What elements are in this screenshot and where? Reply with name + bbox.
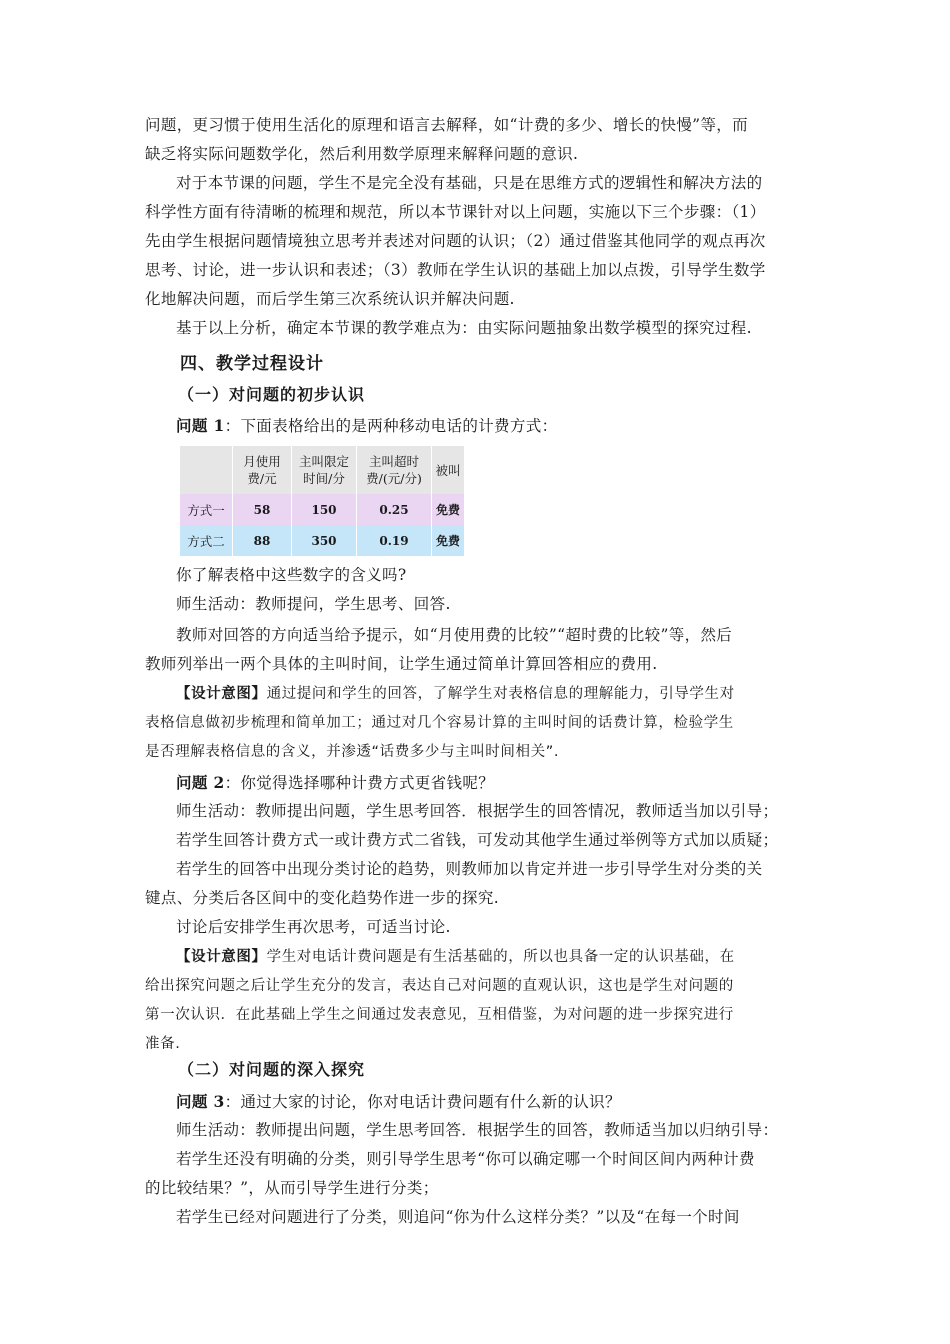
table-cell: 88 (233, 525, 292, 556)
table-cell: 0.25 (357, 494, 432, 525)
design-intent-2: 【设计意图】学生对电话计费问题是有生活基础的，所以也具备一定的认识基础，在 给出探究问题之后让学生充分的发言，表达自己对问题的直观认识，这也是学生对问题的 第一次认识．在此基础上学生之间通过发表意见，互相借鉴，为对问题的进一步探究进行 准备. (145, 949, 735, 1052)
question-1-follow: 你了解表格中这些数字的含义吗? 师生活动：教师提问，学生思考、回答. (176, 566, 451, 613)
table-cell: 0.19 (357, 525, 432, 556)
table-cell: 免费 (432, 494, 465, 525)
question-1: 问题 1：下面表格给出的是两种移动电话的计费方式： (176, 416, 558, 435)
table-header-cell (180, 446, 233, 494)
table-header-cell: 主叫限定 时间/分 (292, 446, 357, 494)
table-header-row (180, 446, 465, 494)
table-cell: 350 (292, 525, 357, 556)
design-intent-1: 【设计意图】通过提问和学生的回答，了解学生对表格信息的理解能力，引导学生对 表格信息做初步梳理和简单加工；通过对几个容易计算的主叫时间的话费计算，检验学生 是否理解表格信息的含义，并渗透“话费多少与主叫时间相关”. (145, 686, 735, 760)
paragraph-intro: 问题，更习惯于使用生活化的原理和语言去解释，如“计费的多少、增长的快慢”等，而 缺乏将实际问题数学化，然后利用数学原理来解释问题的意识. (145, 116, 749, 163)
paragraph-difficulty: 基于以上分析，确定本节课的教学难点为：由实际问题抽象出数学模型的探究过程. (176, 319, 752, 337)
subsection-heading-2: （二）对问题的深入探究 (178, 1060, 366, 1079)
paragraph-steps: 对于本节课的问题，学生不是完全没有基础，只是在思维方式的逻辑性和解决方法的 科学性方面有待清晰的梳理和规范，所以本节课针对以上问题，实施以下三个步骤：（1） 先由学生根据问题情境独立思考并表述对问题的认识；（2）通过借鉴其他同学的观点再次 思考、讨论，进一步认识和表述；（3）教师在学生认识的基础上加以点拨，引导学生数学 化地解决问题，而后学生第三次系统认识并解决问题. (145, 174, 766, 308)
paragraph-hints: 教师对回答的方向适当给予提示，如“月使用费的比较”“超时费的比较”等，然后 教师列举出一两个具体的主叫时间，让学生通过简单计算回答相应的费用. (145, 626, 733, 673)
table-cell: 58 (233, 494, 292, 525)
fee-table (180, 446, 465, 556)
table-header-cell: 月使用 费/元 (233, 446, 292, 494)
question-2: 问题 2：你觉得选择哪种计费方式更省钱呢？ 师生活动：教师提出问题，学生思考回答．根据学生的回答情况，教师适当加以引导； 若学生回答计费方式一或计费方式二省钱，可发动其他学生通过举例等方式加以质疑； 若学生的回答中出现分类讨论的趋势，则教师加以肯定并进一步引导学生对分类的关 键点、分类后各区间中的变化趋势作进一步的探究. 讨论后安排学生再次思考，可适当讨论. (145, 773, 779, 936)
table-cell: 方式二 (180, 525, 233, 556)
table-row (180, 494, 465, 525)
subsection-heading-1: （一）对问题的初步认识 (178, 385, 366, 404)
table-cell: 方式一 (180, 494, 233, 525)
table-cell: 150 (292, 494, 357, 525)
table-cell: 免费 (432, 525, 465, 556)
section-heading-4: 四、教学过程设计 (180, 354, 324, 374)
table-header-cell: 主叫超时 费/(元/分) (357, 446, 432, 494)
table-header-cell: 被叫 (432, 446, 465, 494)
question-3: 问题 3：通过大家的讨论，你对电话计费问题有什么新的认识？ 师生活动：教师提出问题，学生思考回答．根据学生的回答，教师适当加以归纳引导： 若学生还没有明确的分类，则引导学生思考“你可以确定哪一个时间区间内两种计费 的比较结果？”，从而引导学生进行分类； 若学生已经对问题进行了分类，则追问“你为什么这样分类？”以及“在每一个时间 (145, 1092, 779, 1226)
table-row (180, 525, 465, 556)
